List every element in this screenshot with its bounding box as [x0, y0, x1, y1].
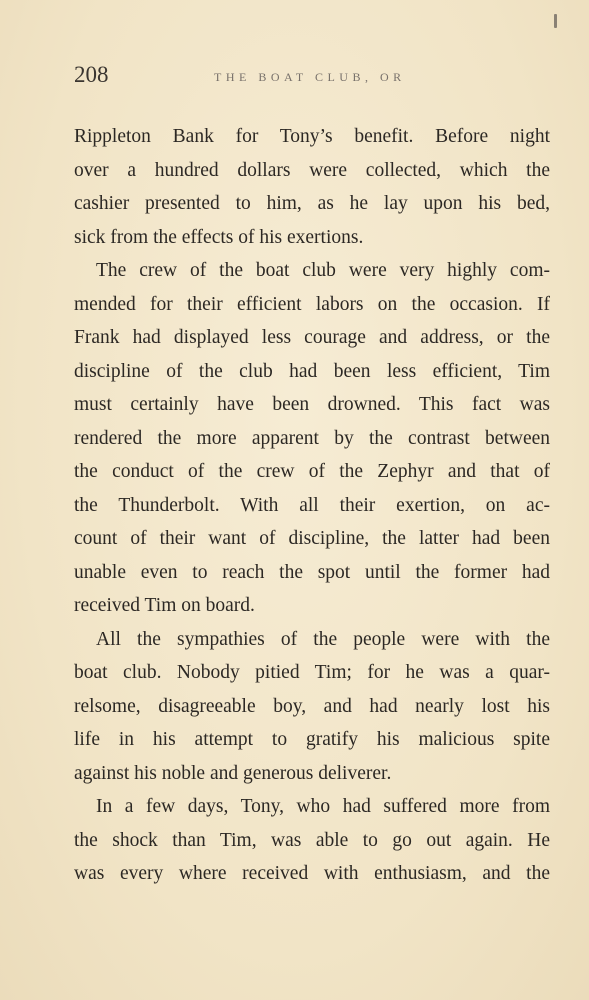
text-line: received Tim on board.: [74, 595, 255, 616]
page-number: 208: [74, 62, 109, 87]
page-header: [74, 62, 544, 92]
paragraph-2: [74, 254, 550, 623]
text-line: All the sympathies of the people were with the: [96, 628, 550, 650]
body-text: [74, 120, 550, 891]
text-line: In a few days, Tony, who had suffered more from: [96, 796, 550, 817]
text-line: over a hundred dollars were collected, which the: [74, 159, 550, 181]
text-line: discipline of the club had been less efficient, Tim: [74, 360, 550, 382]
running-head: THE BOAT CLUB, OR: [214, 70, 406, 84]
text-line: rendered the more apparent by the contrast between: [74, 427, 550, 449]
text-line: life in his attempt to gratify his malicious spite: [74, 729, 550, 750]
paragraph-3: [74, 623, 550, 791]
text-line: mended for their efficient labors on the occasion. If: [74, 293, 550, 315]
text-line: the Thunderbolt. With all their exertion, on ac-: [74, 494, 550, 516]
margin-mark: [554, 14, 557, 28]
text-line: the conduct of the crew of the Zephyr and that of: [74, 461, 550, 482]
text-line: count of their want of discipline, the latter had been: [74, 528, 550, 549]
text-line: sick from the effects of his exertions.: [74, 226, 364, 248]
text-line: was every where received with enthusiasm, and the: [74, 863, 550, 884]
text-line: relsome, disagreeable boy, and had nearly lost his: [74, 695, 550, 717]
text-line: The crew of the boat club were very highly com-: [96, 260, 550, 281]
text-line: unable even to reach the spot until the former had: [74, 561, 550, 583]
text-line: Rippleton Bank for Tony’s benefit. Before night: [74, 126, 550, 147]
text-line: Frank had displayed less courage and address, or the: [74, 327, 550, 348]
text-line: cashier presented to him, as he lay upon his bed,: [74, 193, 550, 214]
text-line: against his noble and generous deliverer.: [74, 762, 392, 784]
text-line: the shock than Tim, was able to go out again. He: [74, 829, 550, 851]
paragraph-1: [74, 120, 550, 254]
text-line: boat club. Nobody pitied Tim; for he was a quar-: [74, 662, 550, 683]
paragraph-4: [74, 790, 550, 891]
text-line: must certainly have been drowned. This fact was: [74, 394, 550, 415]
